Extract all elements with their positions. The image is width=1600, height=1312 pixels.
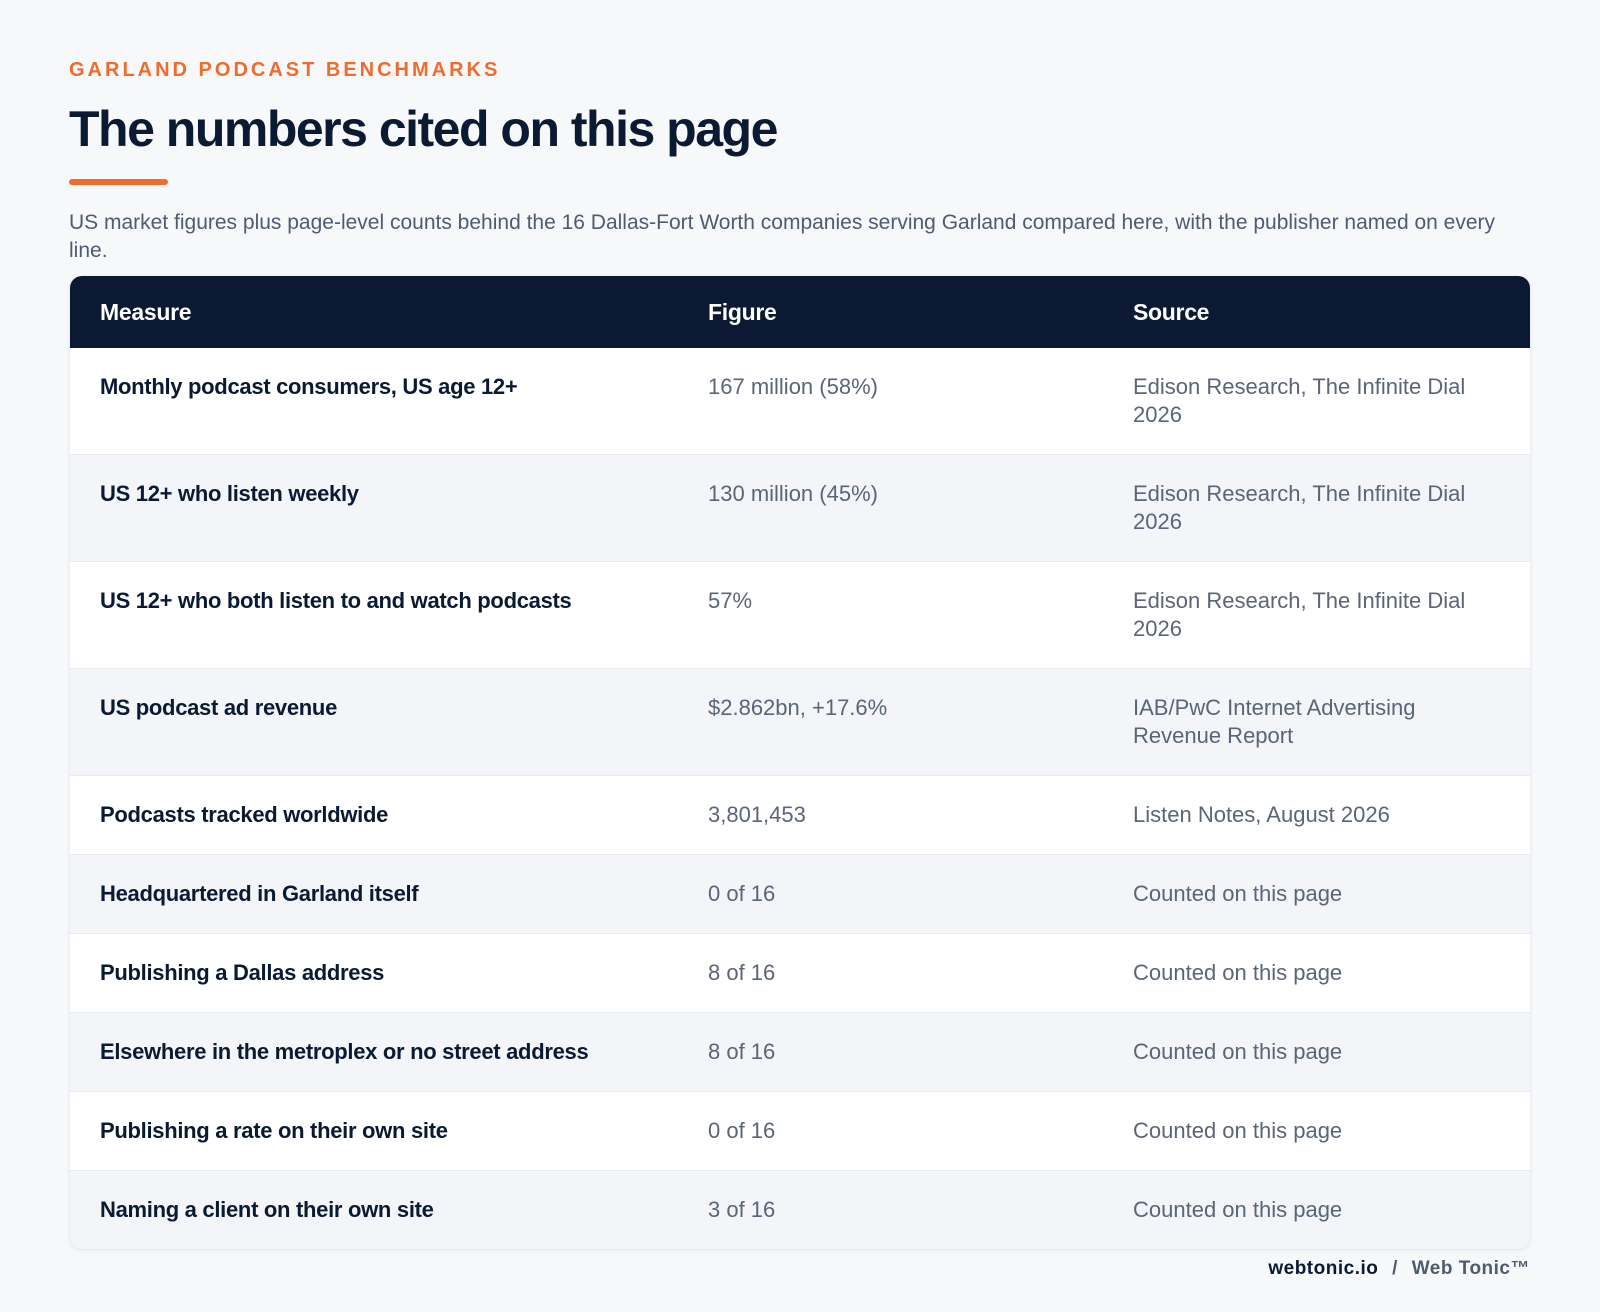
- source-cell: Counted on this page: [1103, 1171, 1530, 1250]
- column-header-figure: Figure: [678, 276, 1103, 348]
- figure-cell: 3 of 16: [678, 1171, 1103, 1250]
- measure-cell: US 12+ who both listen to and watch podcasts: [70, 562, 678, 669]
- figure-cell: 0 of 16: [678, 855, 1103, 934]
- table-row: [70, 348, 1530, 455]
- page-header: [69, 58, 1529, 265]
- source-cell: Listen Notes, August 2026: [1103, 776, 1530, 855]
- benchmarks-table: [70, 276, 1530, 1249]
- measure-cell: Podcasts tracked worldwide: [70, 776, 678, 855]
- footer-brand: Web Tonic™: [1411, 1258, 1530, 1279]
- figure-cell: 3,801,453: [678, 776, 1103, 855]
- source-cell: Counted on this page: [1103, 934, 1530, 1013]
- measure-cell: US 12+ who listen weekly: [70, 455, 678, 562]
- table-row: [70, 1013, 1530, 1092]
- figure-cell: 0 of 16: [678, 1092, 1103, 1171]
- table-row: [70, 934, 1530, 1013]
- table-row: [70, 562, 1530, 669]
- table-row: [70, 1171, 1530, 1250]
- column-header-measure: Measure: [70, 276, 678, 348]
- accent-underline: [69, 179, 168, 185]
- page-subtitle: US market figures plus page-level counts behind the 16 Dallas-Fort Worth companies serving Garland compared here, with the publisher named on every line.: [69, 211, 1496, 262]
- source-cell: IAB/PwC Internet Advertising Revenue Report: [1103, 669, 1530, 776]
- measure-cell: Elsewhere in the metroplex or no street address: [70, 1013, 678, 1092]
- footer-domain-link[interactable]: webtonic.io: [1268, 1258, 1379, 1279]
- page-title: The numbers cited on this page: [69, 101, 777, 157]
- figure-cell: 57%: [678, 562, 1103, 669]
- measure-cell: Publishing a Dallas address: [70, 934, 678, 1013]
- table-row: [70, 455, 1530, 562]
- measure-cell: Monthly podcast consumers, US age 12+: [70, 348, 678, 455]
- figure-cell: 8 of 16: [678, 1013, 1103, 1092]
- table-row: [70, 855, 1530, 934]
- figure-cell: 8 of 16: [678, 934, 1103, 1013]
- table-row: [70, 1092, 1530, 1171]
- benchmarks-table-card: [70, 276, 1530, 1249]
- measure-cell: Publishing a rate on their own site: [70, 1092, 678, 1171]
- measure-cell: Headquartered in Garland itself: [70, 855, 678, 934]
- table-body: [70, 348, 1530, 1249]
- measure-cell: US podcast ad revenue: [70, 669, 678, 776]
- figure-cell: $2.862bn, +17.6%: [678, 669, 1103, 776]
- source-cell: Counted on this page: [1103, 855, 1530, 934]
- eyebrow-label: GARLAND PODCAST BENCHMARKS: [69, 59, 501, 81]
- source-cell: Edison Research, The Infinite Dial 2026: [1103, 562, 1530, 669]
- figure-cell: 130 million (45%): [678, 455, 1103, 562]
- footer-separator: /: [1392, 1258, 1398, 1279]
- table-row: [70, 669, 1530, 776]
- table-header: [70, 276, 1530, 348]
- source-cell: Counted on this page: [1103, 1092, 1530, 1171]
- table-row: [70, 776, 1530, 855]
- source-cell: Counted on this page: [1103, 1013, 1530, 1092]
- source-cell: Edison Research, The Infinite Dial 2026: [1103, 348, 1530, 455]
- figure-cell: 167 million (58%): [678, 348, 1103, 455]
- column-header-source: Source: [1103, 276, 1530, 348]
- source-cell: Edison Research, The Infinite Dial 2026: [1103, 455, 1530, 562]
- footer-credit: [1268, 1257, 1530, 1281]
- measure-cell: Naming a client on their own site: [70, 1171, 678, 1250]
